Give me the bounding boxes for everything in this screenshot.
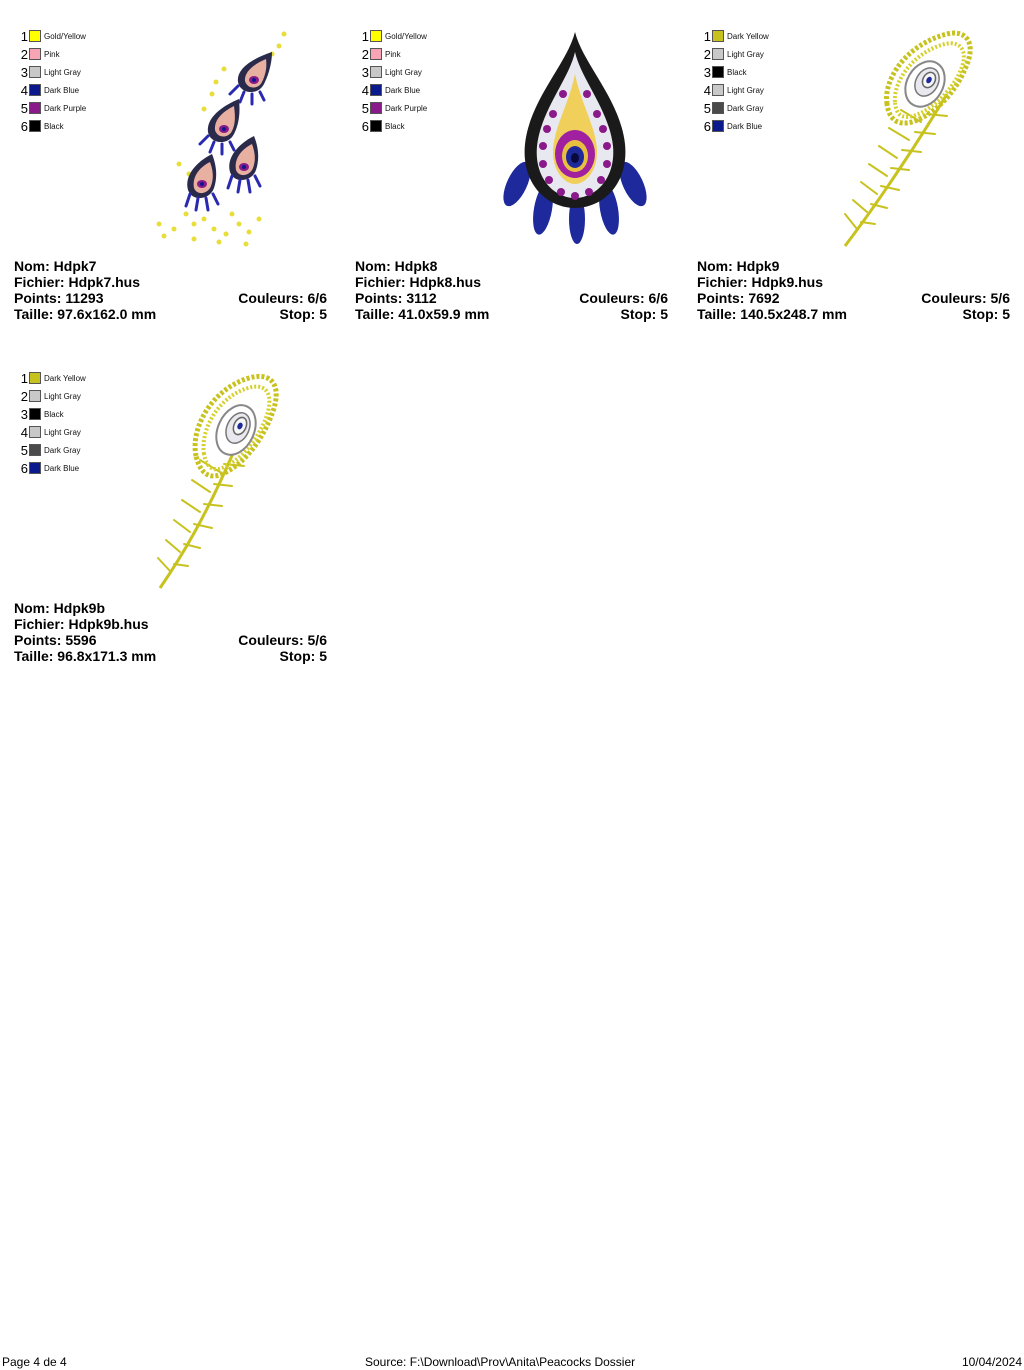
file-name: Fichier: Hdpk9b.hus <box>14 616 149 632</box>
color-swatch <box>370 120 382 132</box>
color-row <box>359 99 427 117</box>
color-number: 5 <box>361 100 369 116</box>
info-fichier <box>14 616 327 632</box>
design-card-hdpk7 <box>14 24 334 344</box>
color-row <box>18 117 86 135</box>
color-row <box>18 459 86 477</box>
color-row <box>18 45 86 63</box>
design-info <box>14 600 327 664</box>
peacock-drops-embroidery-image <box>134 24 334 250</box>
color-number: 1 <box>703 28 711 44</box>
color-name: Black <box>44 121 64 131</box>
info-nom <box>355 258 668 274</box>
color-swatch <box>370 48 382 60</box>
color-swatch <box>712 102 724 114</box>
page-number: Page 4 de 4 <box>2 1355 67 1369</box>
design-info <box>14 258 327 322</box>
stop-count: Stop: 5 <box>962 306 1010 322</box>
info-taille <box>355 306 668 322</box>
color-list <box>359 27 427 135</box>
color-number: 1 <box>20 370 28 386</box>
color-swatch <box>370 66 382 78</box>
color-name: Light Gray <box>44 67 81 77</box>
design-card-hdpk8 <box>355 24 675 344</box>
color-name: Dark Blue <box>385 85 421 95</box>
info-taille <box>697 306 1010 322</box>
color-row <box>701 63 769 81</box>
color-swatch <box>712 120 724 132</box>
color-number: 1 <box>20 28 28 44</box>
color-row <box>359 81 427 99</box>
color-count: Couleurs: 5/6 <box>921 290 1010 306</box>
color-swatch <box>29 84 41 96</box>
stop-count: Stop: 5 <box>279 306 327 322</box>
peacock-feather-embroidery-image <box>134 366 334 592</box>
design-info <box>355 258 668 322</box>
color-number: 2 <box>20 46 28 62</box>
color-number: 6 <box>20 118 28 134</box>
info-points <box>14 632 327 648</box>
color-row <box>701 99 769 117</box>
color-swatch <box>29 30 41 42</box>
color-number: 5 <box>703 100 711 116</box>
color-name: Dark Blue <box>44 85 80 95</box>
color-name: Dark Gray <box>44 445 81 455</box>
color-row <box>18 441 86 459</box>
color-row <box>701 117 769 135</box>
color-number: 3 <box>20 64 28 80</box>
design-card-hdpk9b <box>14 366 334 686</box>
color-number: 3 <box>361 64 369 80</box>
color-row <box>18 81 86 99</box>
info-taille <box>14 306 327 322</box>
design-size: Taille: 41.0x59.9 mm <box>355 306 490 322</box>
color-row <box>701 81 769 99</box>
color-swatch <box>370 84 382 96</box>
color-name: Dark Yellow <box>727 31 769 41</box>
color-name: Gold/Yellow <box>44 31 86 41</box>
color-swatch <box>29 102 41 114</box>
source-path: Source: F:\Download\Prov\Anita\Peacocks Dossier <box>365 1355 636 1369</box>
info-fichier <box>697 274 1010 290</box>
color-name: Gold/Yellow <box>385 31 427 41</box>
design-size: Taille: 140.5x248.7 mm <box>697 306 847 322</box>
design-card-hdpk9 <box>697 24 1017 344</box>
color-list <box>18 369 86 477</box>
color-name: Dark Purple <box>385 103 428 113</box>
color-name: Black <box>44 409 64 419</box>
color-number: 5 <box>20 442 28 458</box>
color-name: Light Gray <box>727 85 764 95</box>
design-size: Taille: 97.6x162.0 mm <box>14 306 157 322</box>
color-name: Pink <box>385 49 401 59</box>
design-name: Nom: Hdpk9 <box>697 258 780 274</box>
color-count: Couleurs: 6/6 <box>238 290 327 306</box>
print-date: 10/04/2024 <box>961 1355 1022 1369</box>
info-taille <box>14 648 327 664</box>
info-nom <box>14 600 327 616</box>
stop-count: Stop: 5 <box>620 306 668 322</box>
color-number: 4 <box>361 82 369 98</box>
info-nom <box>14 258 327 274</box>
color-number: 3 <box>20 406 28 422</box>
color-row <box>359 45 427 63</box>
color-name: Dark Purple <box>44 103 87 113</box>
color-number: 3 <box>703 64 711 80</box>
color-row <box>18 405 86 423</box>
color-swatch <box>712 48 724 60</box>
info-points <box>697 290 1010 306</box>
design-name: Nom: Hdpk7 <box>14 258 97 274</box>
color-name: Black <box>727 67 747 77</box>
stitch-count: Points: 7692 <box>697 290 780 306</box>
color-number: 6 <box>703 118 711 134</box>
color-number: 5 <box>20 100 28 116</box>
stitch-count: Points: 5596 <box>14 632 97 648</box>
color-swatch <box>712 30 724 42</box>
color-name: Dark Yellow <box>44 373 86 383</box>
info-nom <box>697 258 1010 274</box>
peacock-eye-drop-embroidery-image <box>475 24 675 250</box>
color-number: 6 <box>361 118 369 134</box>
info-points <box>14 290 327 306</box>
color-swatch <box>370 102 382 114</box>
color-row <box>359 27 427 45</box>
color-row <box>18 369 86 387</box>
color-swatch <box>712 84 724 96</box>
color-count: Couleurs: 6/6 <box>579 290 668 306</box>
color-name: Black <box>385 121 405 131</box>
color-number: 1 <box>361 28 369 44</box>
info-points <box>355 290 668 306</box>
color-swatch <box>370 30 382 42</box>
color-number: 2 <box>703 46 711 62</box>
color-name: Light Gray <box>44 391 81 401</box>
color-name: Light Gray <box>385 67 422 77</box>
color-name: Light Gray <box>44 427 81 437</box>
color-name: Dark Gray <box>727 103 764 113</box>
color-name: Dark Blue <box>727 121 763 131</box>
info-fichier <box>355 274 668 290</box>
color-number: 2 <box>361 46 369 62</box>
design-name: Nom: Hdpk9b <box>14 600 105 616</box>
design-name: Nom: Hdpk8 <box>355 258 438 274</box>
design-size: Taille: 96.8x171.3 mm <box>14 648 157 664</box>
color-swatch <box>29 120 41 132</box>
color-swatch <box>29 444 41 456</box>
color-list <box>18 27 86 135</box>
color-number: 4 <box>703 82 711 98</box>
color-number: 4 <box>20 82 28 98</box>
color-row <box>18 387 86 405</box>
color-number: 2 <box>20 388 28 404</box>
color-swatch <box>29 48 41 60</box>
color-name: Dark Blue <box>44 463 80 473</box>
color-swatch <box>29 390 41 402</box>
color-swatch <box>29 66 41 78</box>
color-count: Couleurs: 5/6 <box>238 632 327 648</box>
color-number: 4 <box>20 424 28 440</box>
file-name: Fichier: Hdpk9.hus <box>697 274 824 290</box>
color-number: 6 <box>20 460 28 476</box>
color-row <box>18 99 86 117</box>
color-swatch <box>712 66 724 78</box>
color-row <box>18 63 86 81</box>
peacock-feather-embroidery-image <box>817 24 1017 250</box>
color-swatch <box>29 426 41 438</box>
color-name: Pink <box>44 49 60 59</box>
file-name: Fichier: Hdpk7.hus <box>14 274 141 290</box>
color-row <box>18 423 86 441</box>
stitch-count: Points: 3112 <box>355 290 437 306</box>
color-row <box>18 27 86 45</box>
color-name: Light Gray <box>727 49 764 59</box>
file-name: Fichier: Hdpk8.hus <box>355 274 482 290</box>
color-swatch <box>29 462 41 474</box>
stitch-count: Points: 11293 <box>14 290 104 306</box>
color-swatch <box>29 372 41 384</box>
color-list <box>701 27 769 135</box>
color-row <box>359 63 427 81</box>
info-fichier <box>14 274 327 290</box>
color-row <box>701 45 769 63</box>
design-info <box>697 258 1010 322</box>
color-row <box>701 27 769 45</box>
stop-count: Stop: 5 <box>279 648 327 664</box>
color-row <box>359 117 427 135</box>
color-swatch <box>29 408 41 420</box>
